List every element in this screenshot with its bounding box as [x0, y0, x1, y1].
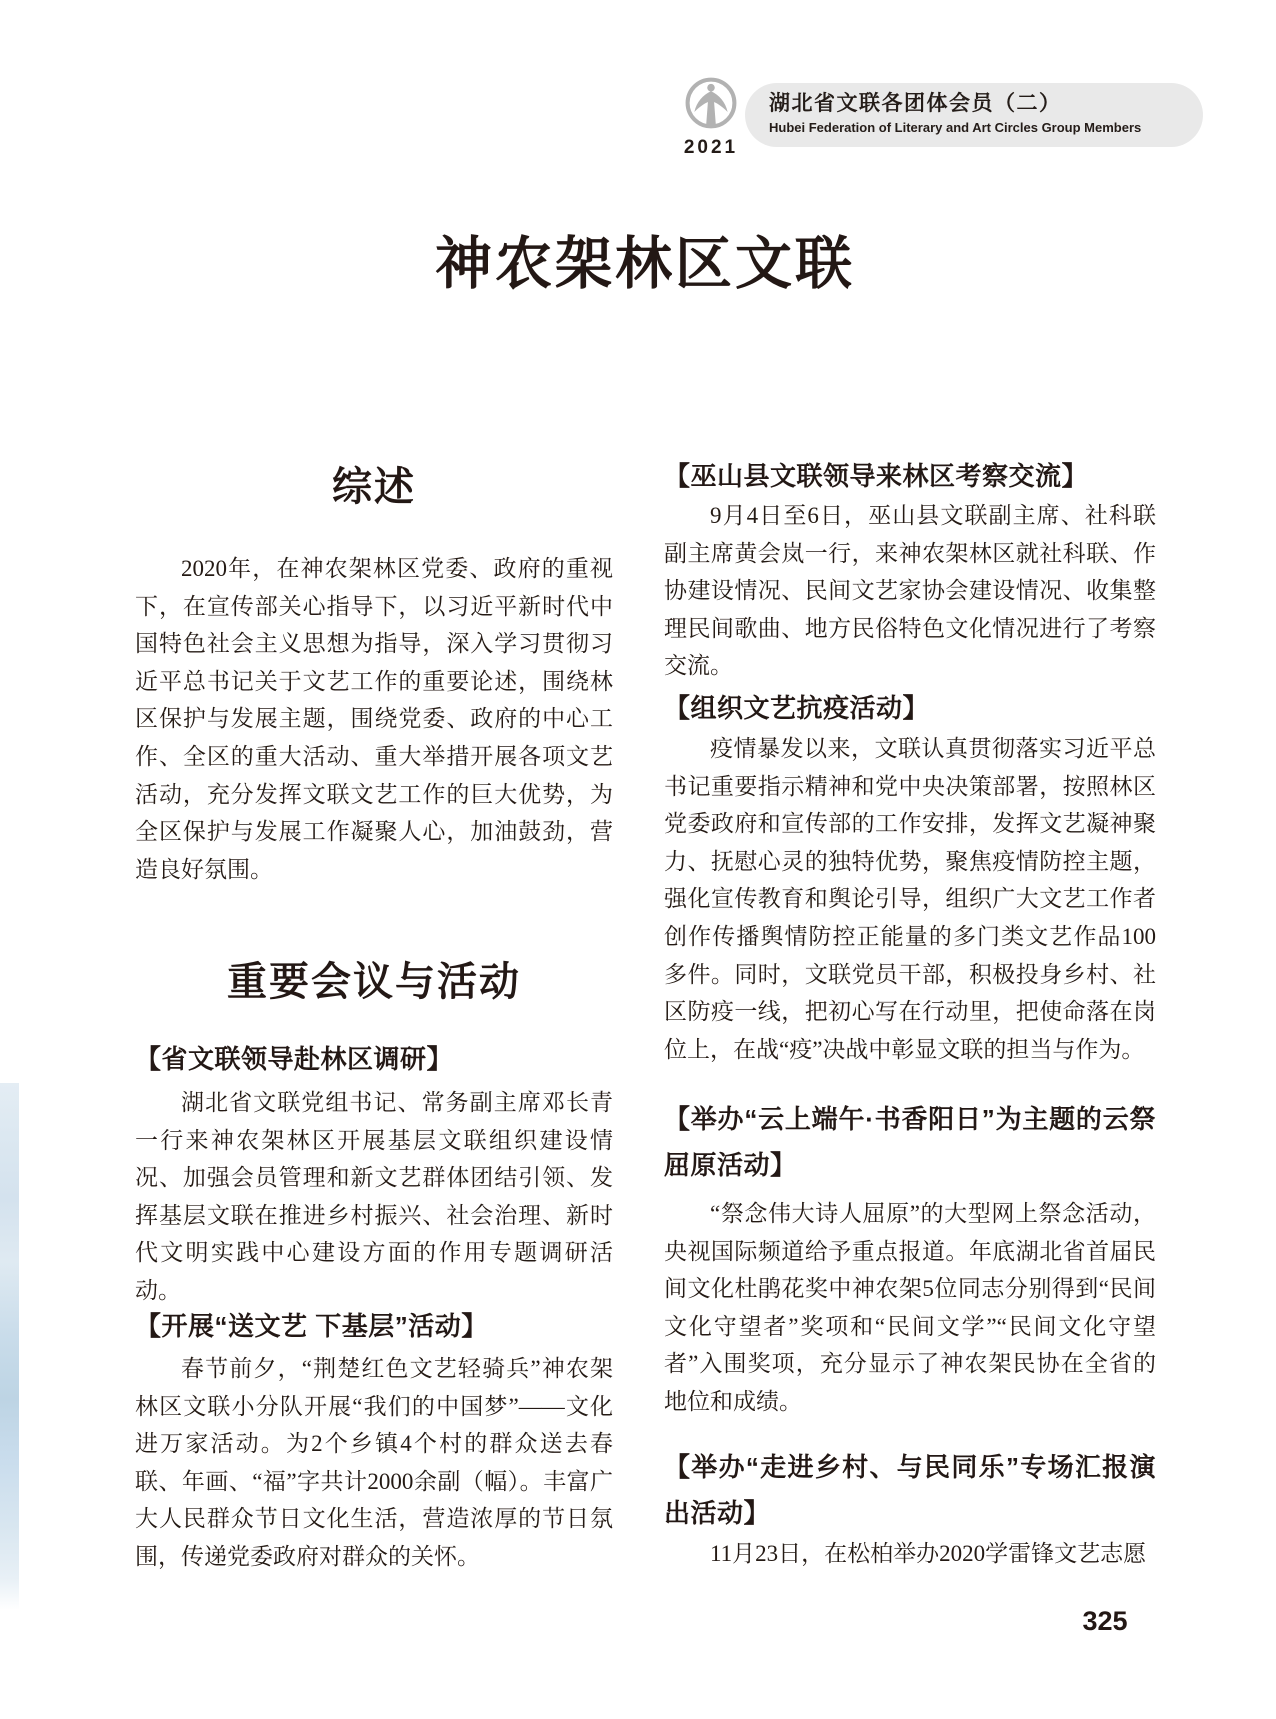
article-title: 【组织文艺抗疫活动】	[664, 693, 930, 723]
article-body: 湖北省文联党组书记、常务副主席邓长青一行来神农架林区开展基层文联组织建设情况、加强会员管理和新文艺群体团结引领、发挥基层文联在推进乡村振兴、社会治理、新时代文明实践中心建设方面的作用专题调研活动。	[135, 1090, 613, 1303]
article-body: 11月23日，在松柏举办2020学雷锋文艺志愿	[710, 1541, 1147, 1566]
article-title: 【举办“走进乡村、与民同乐”专场汇报演出活动】	[664, 1452, 1156, 1528]
article-title: 【巫山县文联领导来林区考察交流】	[664, 461, 1089, 491]
article-title: 【省文联领导赴林区调研】	[135, 1044, 454, 1074]
article-title: 【举办“云上端午·书香阳日”为主题的云祭屈原活动】	[664, 1104, 1156, 1180]
left-edge-watermark	[0, 1083, 19, 1610]
section-heading-overview: 综述	[332, 465, 416, 509]
header-title-en: Hubei Federation of Literary and Art Circles Group Members	[769, 120, 1142, 135]
article-body: 疫情暴发以来，文联认真贯彻落实习近平总书记重要指示精神和党中央决策部署，按照林区党委政府和宣传部的工作安排，发挥文艺凝神聚力、抚慰心灵的独特优势，聚焦疫情防控主题，强化宣传教育和舆论引导，组织广大文艺工作者创作传播舆情防控正能量的多门类文艺作品100多件。同时，文联党员干部，积极投身乡村、社区防疫一线，把初心写在行动里，把使命落在岗位上，在战“疫”决战中彰显文联的担当与作为。	[664, 736, 1156, 1062]
article-body: “祭念伟大诗人屈原”的大型网上祭念活动，央视国际频道给予重点报道。年底湖北省首届民间文化杜鹃花奖中神农架5位同志分别得到“民间文化守望者”奖项和“民间文学”“民间文化守望者”入围奖项，充分显示了神农架民协在全省的地位和成绩。	[664, 1201, 1156, 1414]
logo-year: 2021	[683, 137, 739, 158]
page-header-bar	[745, 83, 1203, 147]
header-title-cn: 湖北省文联各团体会员（二）	[769, 92, 1062, 115]
page-title: 神农架林区文联	[435, 233, 855, 296]
section-heading-meetings: 重要会议与活动	[227, 960, 521, 1004]
overview-paragraph: 2020年，在神农架林区党委、政府的重视下，在宣传部关心指导下，以习近平新时代中国特色社会主义思想为指导，深入学习贯彻习近平总书记关于文艺工作的重要论述，围绕林区保护与发展主题，围绕党委、政府的中心工作、全区的重大活动、重大举措开展各项文艺活动，充分发挥文联文艺工作的巨大优势，为全区保护与发展工作凝聚人心，加油鼓劲，营造良好氛围。	[135, 556, 613, 882]
federation-logo-icon	[684, 76, 738, 135]
page-number: 325	[1082, 1606, 1128, 1636]
article-body: 9月4日至6日，巫山县文联副主席、社科联副主席黄会岚一行，来神农架林区就社科联、作协建设情况、民间文艺家协会建设情况、收集整理民间歌曲、地方民俗特色文化情况进行了考察交流。	[664, 503, 1156, 679]
article-title: 【开展“送文艺 下基层”活动】	[135, 1311, 488, 1341]
article-body: 春节前夕，“荆楚红色文艺轻骑兵”神农架林区文联小分队开展“我们的中国梦”——文化进万家活动。为2个乡镇4个村的群众送去春联、年画、“福”字共计2000余副（幅）。丰富广大人民群众节日文化生活，营造浓厚的节日氛围，传递党委政府对群众的关怀。	[135, 1356, 613, 1569]
logo-block	[681, 76, 741, 159]
